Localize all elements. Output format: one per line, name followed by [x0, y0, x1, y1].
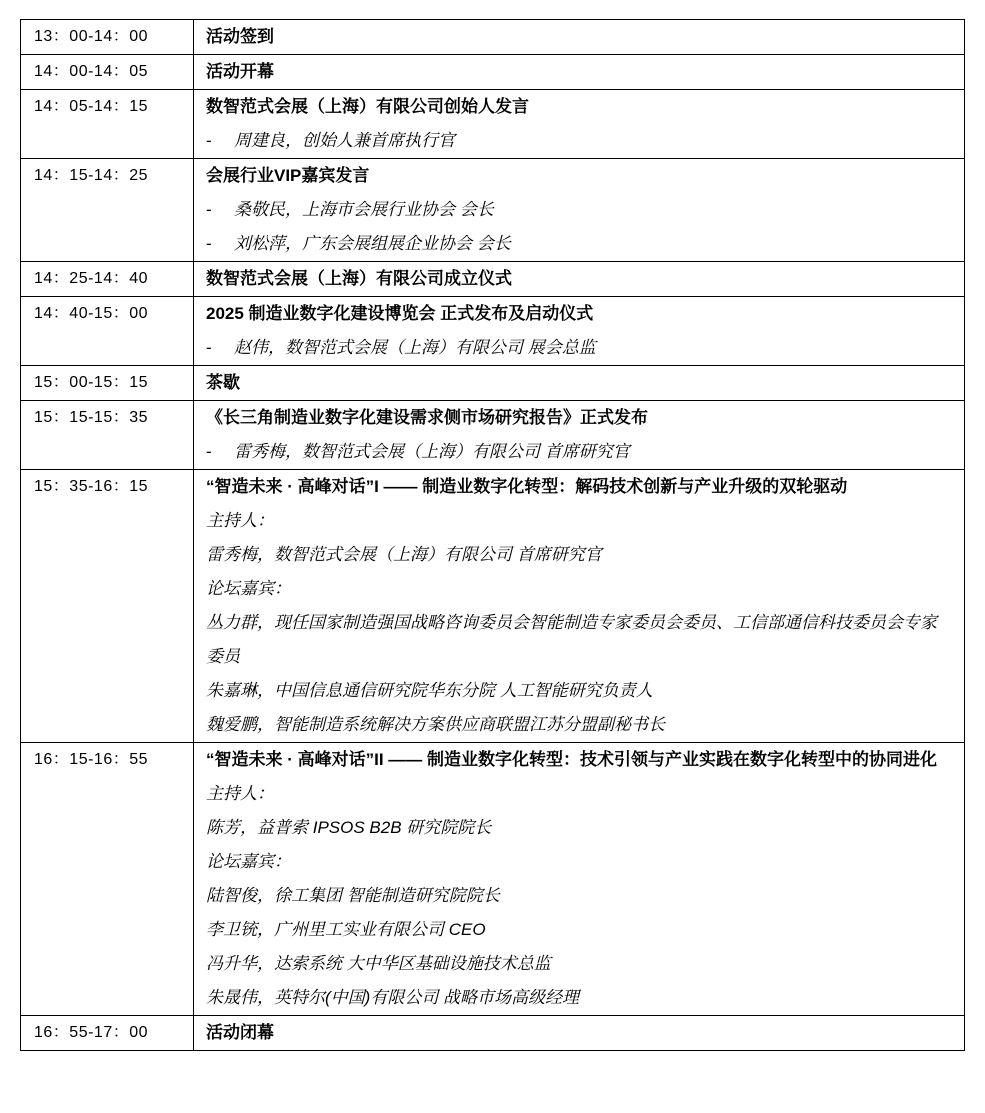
schedule-row	[21, 470, 965, 743]
speaker-bullet	[206, 227, 952, 261]
session-title: 活动签到	[206, 27, 274, 46]
session-detail: 陆智俊，徐工集团 智能制造研究院院长	[206, 886, 500, 905]
session-title: 数智范式会展（上海）有限公司创始人发言	[206, 97, 529, 116]
schedule-row	[21, 297, 965, 366]
schedule-table	[20, 19, 965, 1051]
content-cell	[194, 366, 965, 401]
speaker-text: 赵伟，数智范式会展（上海）有限公司 展会总监	[234, 338, 596, 357]
speaker-text: 雷秀梅，数智范式会展（上海）有限公司 首席研究官	[234, 442, 630, 461]
session-detail: 主持人：	[206, 784, 274, 803]
schedule-row	[21, 55, 965, 90]
content-cell	[194, 262, 965, 297]
session-detail: 李卫铳，广州里工实业有限公司 CEO	[206, 920, 486, 939]
content-cell	[194, 297, 965, 366]
time-cell: 14：15-14：25	[21, 159, 194, 262]
session-detail: 冯升华，达索系统 大中华区基础设施技术总监	[206, 954, 551, 973]
speaker-bullet	[206, 193, 952, 227]
bullet-dash: -	[206, 338, 212, 357]
session-detail: 魏爱鹏，智能制造系统解决方案供应商联盟江苏分盟副秘书长	[206, 715, 665, 734]
time-cell: 15：00-15：15	[21, 366, 194, 401]
content-cell	[194, 470, 965, 743]
session-title: 活动开幕	[206, 62, 274, 81]
bullet-dash: -	[206, 200, 212, 219]
schedule-row	[21, 262, 965, 297]
time-cell: 15：15-15：35	[21, 401, 194, 470]
schedule-row	[21, 743, 965, 1016]
time-cell: 15：35-16：15	[21, 470, 194, 743]
session-detail: 朱嘉琳，中国信息通信研究院华东分院 人工智能研究负责人	[206, 681, 653, 700]
time-cell: 14：25-14：40	[21, 262, 194, 297]
content-cell	[194, 20, 965, 55]
time-cell: 14：40-15：00	[21, 297, 194, 366]
session-title: “智造未来 · 高峰对话”I —— 制造业数字化转型：解码技术创新与产业升级的双轮驱动	[206, 477, 848, 496]
content-cell	[194, 90, 965, 159]
session-title: 茶歇	[206, 373, 240, 392]
speaker-text: 刘松萍，广东会展组展企业协会 会长	[234, 234, 511, 253]
session-title: 2025 制造业数字化建设博览会 正式发布及启动仪式	[206, 304, 594, 323]
bullet-dash: -	[206, 442, 212, 461]
time-cell: 13：00-14：00	[21, 20, 194, 55]
schedule-row	[21, 401, 965, 470]
session-detail: 朱晟伟，英特尔(中国)有限公司 战略市场高级经理	[206, 988, 580, 1007]
schedule-row	[21, 366, 965, 401]
speaker-bullet	[206, 435, 952, 469]
session-title: 数智范式会展（上海）有限公司成立仪式	[206, 269, 512, 288]
speaker-bullet	[206, 331, 952, 365]
session-detail: 陈芳，益普索 IPSOS B2B 研究院院长	[206, 818, 492, 837]
time-cell: 16：55-17：00	[21, 1016, 194, 1051]
speaker-text: 桑敬民，上海市会展行业协会 会长	[234, 200, 494, 219]
schedule-row	[21, 90, 965, 159]
schedule-row	[21, 159, 965, 262]
session-title: 会展行业VIP嘉宾发言	[206, 166, 370, 185]
content-cell	[194, 55, 965, 90]
session-title: 《长三角制造业数字化建设需求侧市场研究报告》正式发布	[206, 408, 648, 427]
content-cell	[194, 401, 965, 470]
schedule-row	[21, 1016, 965, 1051]
session-title: 活动闭幕	[206, 1023, 274, 1042]
bullet-dash: -	[206, 131, 212, 150]
speaker-text: 周建良，创始人兼首席执行官	[234, 131, 455, 150]
schedule-row	[21, 20, 965, 55]
session-detail: 论坛嘉宾：	[206, 852, 291, 871]
speaker-bullet	[206, 124, 952, 158]
session-detail: 雷秀梅，数智范式会展（上海）有限公司 首席研究官	[206, 545, 602, 564]
time-cell: 14：05-14：15	[21, 90, 194, 159]
session-detail: 丛力群，现任国家制造强国战略咨询委员会智能制造专家委员会委员、工信部通信科技委员会专家委员	[206, 613, 937, 666]
session-detail: 主持人：	[206, 511, 274, 530]
time-cell: 16：15-16：55	[21, 743, 194, 1016]
session-detail: 论坛嘉宾：	[206, 579, 291, 598]
schedule-body	[21, 20, 965, 1051]
session-title: “智造未来 · 高峰对话”II —— 制造业数字化转型：技术引领与产业实践在数字化转型中的协同进化	[206, 750, 937, 769]
bullet-dash: -	[206, 234, 212, 253]
content-cell	[194, 159, 965, 262]
content-cell	[194, 743, 965, 1016]
time-cell: 14：00-14：05	[21, 55, 194, 90]
content-cell	[194, 1016, 965, 1051]
